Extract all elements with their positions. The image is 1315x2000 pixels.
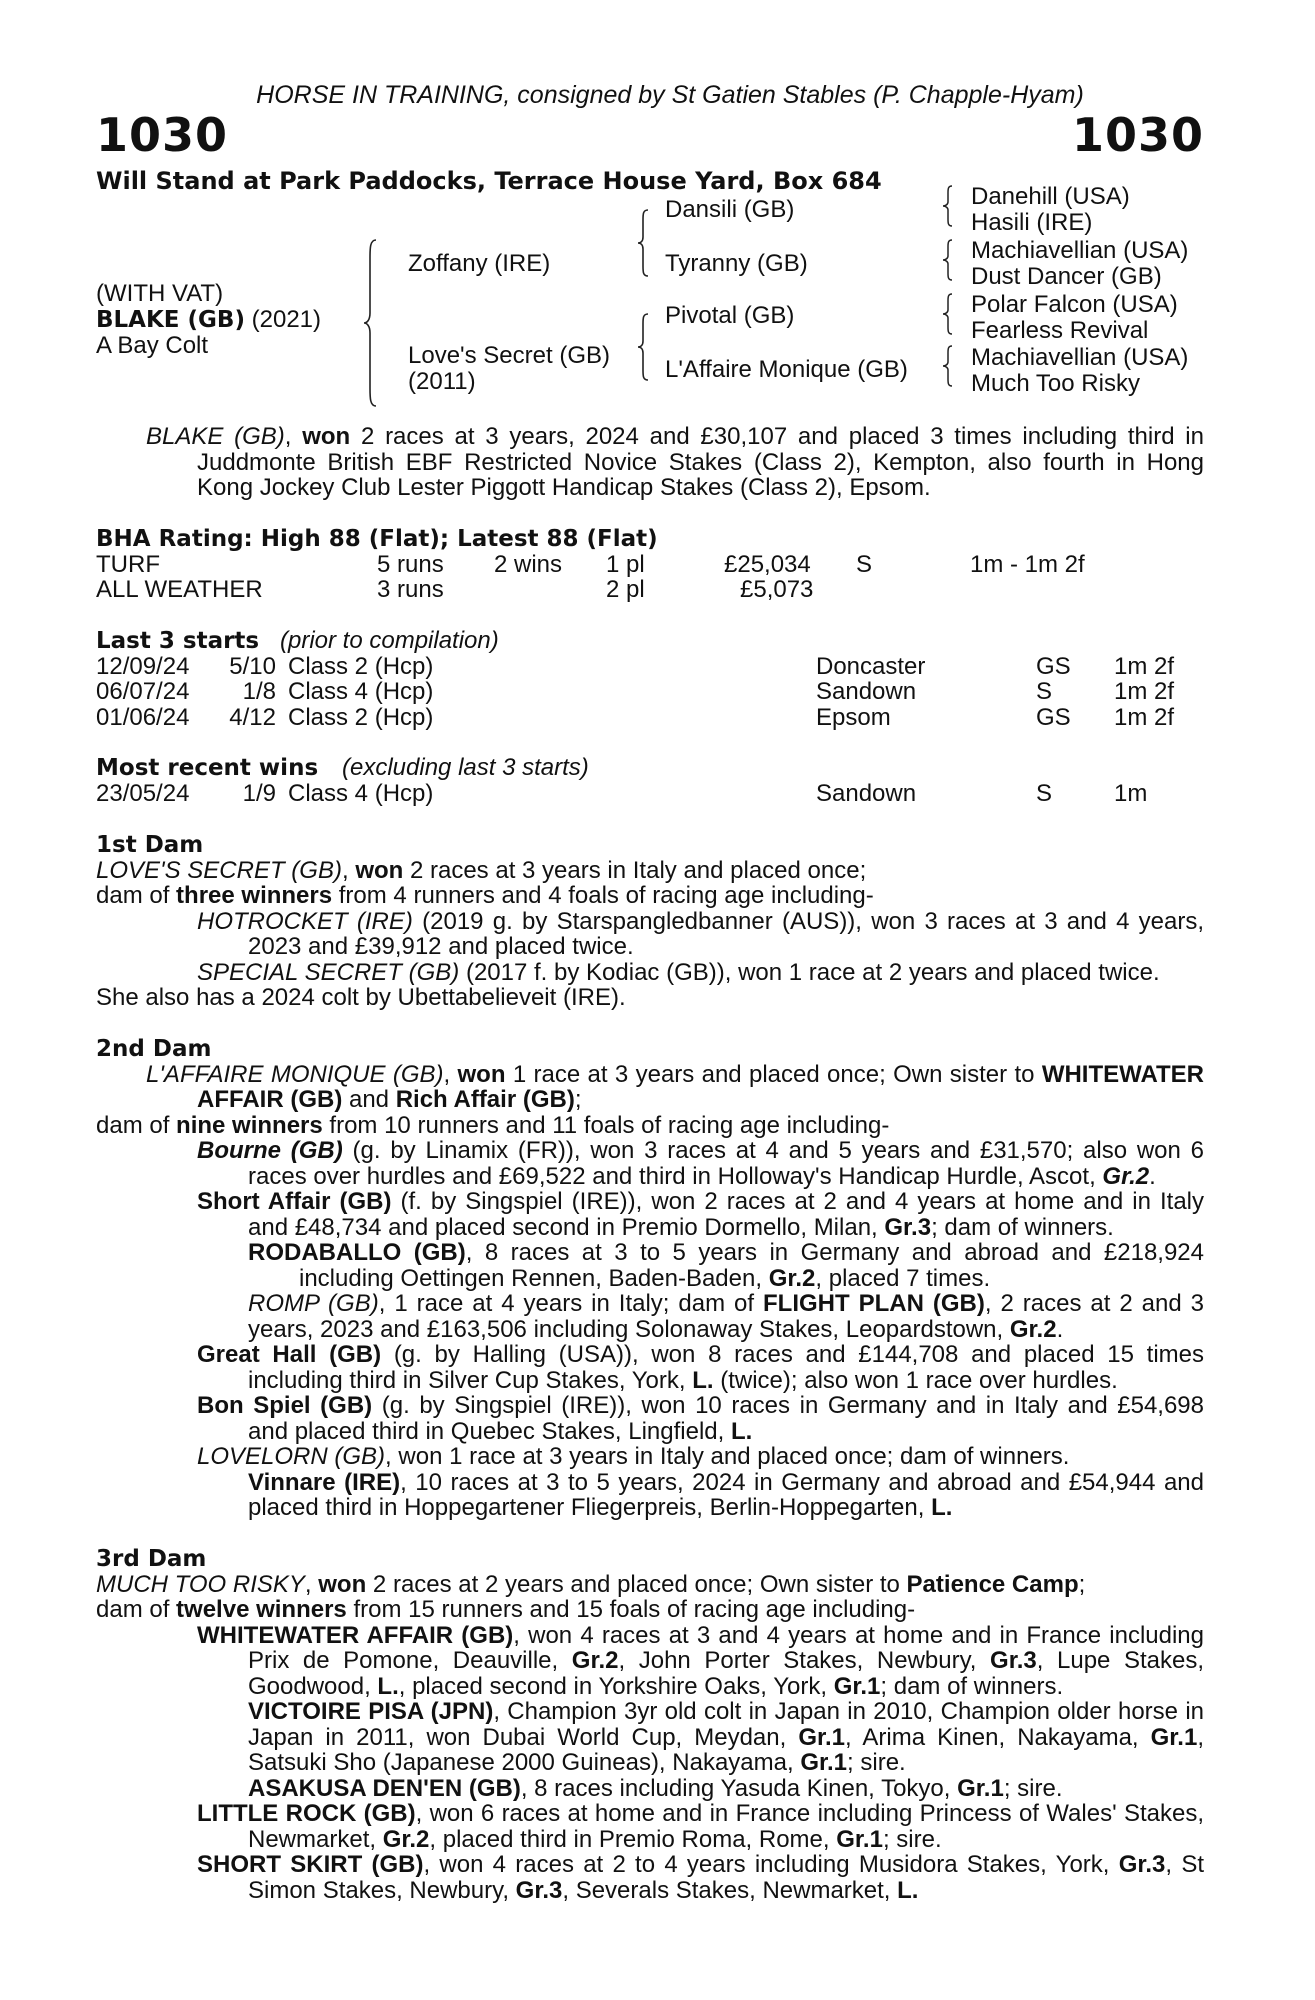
brace-g3-4 (942, 344, 956, 388)
text: , placed third in Premio Roma, Rome, (429, 1825, 837, 1853)
text: 2 races at 2 years and placed once; Own sister to (366, 1570, 907, 1598)
dam2-winners: nine winners (176, 1111, 323, 1139)
start-going: GS (1036, 703, 1071, 731)
grade: L. (730, 1417, 753, 1445)
dam1-progeny-2 (96, 960, 1204, 986)
dam1-record: 2 races at 3 years in Italy and placed once; (403, 856, 867, 884)
grade: Gr.1 (1150, 1723, 1198, 1751)
start-row (96, 705, 1204, 731)
grade: Gr.3 (884, 1213, 932, 1241)
sire: Zoffany (IRE) (408, 250, 551, 277)
start-going: GS (1036, 652, 1071, 680)
brace-g3-2 (942, 238, 956, 282)
text: , placed 7 times. (815, 1264, 991, 1292)
recent-wins-heading (96, 755, 1204, 781)
dam2-name: L'AFFAIRE MONIQUE (GB) (146, 1060, 444, 1088)
aw-prize: £5,073 (740, 576, 814, 603)
text: dam of (96, 1111, 177, 1139)
text: ; sire. (882, 1825, 942, 1853)
horse-line (96, 306, 321, 334)
text: . (1056, 1315, 1064, 1343)
grade: Gr.1 (833, 1672, 881, 1700)
text: , John Porter Stakes, Newbury, (618, 1647, 991, 1674)
stand-location: Will Stand at Park Paddocks, Terrace House Yard, Box 684 (96, 167, 882, 195)
text: from 15 runners and 15 foals of racing age including- (346, 1596, 916, 1623)
progeny-name: FLIGHT PLAN (GB) (763, 1290, 985, 1317)
sibling-name: Patience Camp (906, 1570, 1079, 1598)
text: , 10 races at 3 to 5 years, 2024 in Germany and abroad and £54,944 and placed third in Hoppegartener Fliegerpreis, Berlin-Hoppegarten, (248, 1468, 1205, 1521)
grade: L. (692, 1366, 714, 1394)
grade: Gr.2 (571, 1647, 619, 1674)
start-class: Class 4 (Hcp) (288, 678, 434, 705)
last-starts-heading (96, 628, 1204, 654)
rating-title: BHA Rating: High 88 (Flat); Latest 88 (Flat) (96, 525, 658, 552)
text: dam of (96, 882, 177, 909)
rating-row-turf (96, 552, 1204, 578)
text: 1 race at 3 years and placed once; Own sister to (505, 1060, 1042, 1088)
dam3-short-skirt (96, 1852, 1204, 1903)
text: ; (1078, 1570, 1086, 1598)
dam3-title: 3rd Dam (96, 1545, 207, 1572)
gen3-7: Much Too Risky (971, 370, 1140, 397)
dam3-victoire-pisa (96, 1699, 1204, 1776)
last-starts-title: Last 3 starts (96, 627, 260, 654)
progeny-name: RODABALLO (GB) (248, 1239, 466, 1266)
start-dist: 1m 2f (1114, 678, 1175, 705)
start-date: 12/09/24 (96, 652, 190, 680)
grade: Gr.1 (800, 1749, 848, 1776)
progeny-name: LOVELORN (GB) (197, 1443, 386, 1470)
text: (2017 f. by Kodiac (GB)), won 1 race at 2 years and placed twice. (459, 958, 1160, 986)
dam2-short-affair (96, 1189, 1204, 1240)
progeny-name: LITTLE ROCK (GB) (197, 1800, 416, 1827)
text: , won 1 race at 3 years in Italy and placed once; dam of winners. (385, 1443, 1070, 1470)
start-row (96, 654, 1204, 680)
grade: Gr.2 (768, 1264, 816, 1292)
dam1-line1: LOVE'S SECRET (GB), won 2 races at 3 years in Italy and placed once; (96, 856, 867, 884)
start-course: Doncaster (816, 652, 926, 680)
turf-prize: £25,034 (724, 550, 811, 578)
brace-dam (638, 312, 652, 382)
text: ; dam of winners. (931, 1213, 1114, 1241)
text: from 4 runners and 4 foals of racing age including- (332, 882, 874, 909)
text: , 2 races at 2 and 3 years, 2023 and £163,506 including Solonaway Stakes, Leopardstown, (248, 1290, 1204, 1343)
brace-gen1 (364, 238, 384, 408)
gen3-2: Machiavellian (USA) (971, 237, 1189, 264)
catalogue-page (96, 80, 1204, 1903)
dam2-vinnare (96, 1470, 1204, 1521)
dam3-asakusa (96, 1776, 1204, 1802)
dam3-line2 (96, 1597, 1204, 1623)
gen3-5: Fearless Revival (971, 317, 1149, 344)
sire-dam: Tyranny (GB) (665, 250, 808, 277)
sibling-name: Rich Affair (GB) (395, 1086, 575, 1113)
summary-text: 2 races at 3 years, 2024 and £30,107 and placed 3 times including third in Juddmonte British EBF Restricted Novice Stakes (Class 2), Kempton, also fourth in Hong Kong Jockey Club Lester Piggott Handicap Stakes (Class 2), Epsom. (197, 423, 1204, 501)
text: , Severals Stakes, Newmarket, (562, 1876, 898, 1904)
dam1-name: LOVE'S SECRET (GB) (96, 856, 342, 884)
dam1-won: won (355, 856, 404, 884)
grade: Gr.3 (1118, 1851, 1166, 1878)
dam2-romp (96, 1291, 1204, 1342)
gen3-0: Danehill (USA) (971, 183, 1130, 210)
start-dist: 1m 2f (1114, 652, 1175, 680)
win-class: Class 4 (Hcp) (288, 780, 434, 807)
start-pos: 1/8 (242, 678, 276, 705)
grade: Gr.2 (1009, 1315, 1057, 1343)
recent-wins-title: Most recent wins (96, 755, 319, 781)
dam1-note: She also has a 2024 colt by Ubettabelieveit (IRE). (96, 984, 626, 1011)
text: , Lupe Stakes, Goodwood, (248, 1647, 1204, 1700)
text: (g. by Linamix (FR)), won 3 races at 4 and 5 years and £31,570; also won 6 races over hurdles and £69,522 and third in Holloway's Handicap Hurdle, Ascot, (248, 1137, 1204, 1190)
last-starts-list (96, 654, 1204, 731)
win-dist: 1m (1114, 780, 1148, 807)
turf-pl: 1 pl (606, 550, 645, 578)
text: (f. by Singspiel (IRE)), won 2 races at 2 and 4 years at home and in Italy and £48,734 and placed second in Premio Dormello, Milan, (248, 1188, 1204, 1241)
dam3-line1: MUCH TOO RISKY, won 2 races at 2 years and placed once; Own sister to Patience Camp; (96, 1570, 1086, 1598)
turf-going: S (856, 550, 873, 578)
gen3-6: Machiavellian (USA) (971, 344, 1189, 371)
text: ; (574, 1086, 582, 1113)
start-course: Epsom (816, 703, 891, 731)
dam2-great-hall (96, 1342, 1204, 1393)
dam1-line2 (96, 883, 1204, 909)
horse-name: BLAKE (GB) (96, 307, 245, 333)
grade: Gr.1 (836, 1825, 883, 1853)
text: , won 4 races at 3 and 4 years at home and in France including Prix de Pomone, Deauville, (248, 1621, 1204, 1674)
progeny-name: ASAKUSA DEN'EN (GB) (248, 1774, 521, 1802)
horse-summary: BLAKE (GB), won 2 races at 3 years, 2024 and £30,107 and placed 3 times including third in Juddmonte British EBF Restricted Novice Stakes (Class 2), Kempton, also fourth in Hong Kong Jockey Club Lester Piggott Handicap Stakes (Class 2), Epsom. (146, 423, 1204, 501)
grade: Gr.3 (990, 1647, 1037, 1674)
start-row (96, 679, 1204, 705)
text: , placed second in Yorkshire Oaks, York, (398, 1672, 834, 1700)
turf-runs: 5 runs (377, 550, 444, 578)
text: (g. by Halling (USA)), won 8 races and £144,708 and placed 15 times including third in Silver Cup Stakes, York, (248, 1341, 1204, 1394)
grade: L. (897, 1876, 919, 1904)
vat-note: (WITH VAT) (96, 280, 224, 307)
grade: Gr.3 (515, 1876, 563, 1904)
dam3-won: won (318, 1570, 367, 1598)
dam2-lovelorn (96, 1444, 1204, 1470)
lot-number-row (96, 110, 1204, 162)
progeny-name: Bourne (GB) (197, 1137, 343, 1164)
text: ; sire. (847, 1749, 906, 1776)
text: , won 4 races at 2 to 4 years including Musidora Stakes, York, (423, 1851, 1119, 1878)
text: , Champion 3yr old colt in Japan in 2010, Champion older horse in Japan in 2011, won Dubai World Cup, Meydan, (248, 1698, 1204, 1751)
text: , Arima Kinen, Nakayama, (845, 1723, 1151, 1751)
dam2-line1: L'AFFAIRE MONIQUE (GB), won 1 race at 3 years and placed once; Own sister to WHITEWATER AFFAIR (GB) and Rich Affair (GB); (146, 1060, 1205, 1113)
text: , Satsuki Sho (Japanese 2000 Guineas), Nakayama, (248, 1723, 1204, 1776)
progeny-name: HOTROCKET (IRE) (197, 907, 413, 935)
text: ; sire. (1003, 1774, 1063, 1802)
aw-surface: ALL WEATHER (96, 576, 263, 603)
grade: Gr.1 (798, 1723, 846, 1751)
dam1-title: 1st Dam (96, 831, 204, 858)
recent-wins-note: (excluding last 3 starts) (342, 754, 589, 781)
grade: Gr.2 (382, 1825, 430, 1853)
progeny-name: Short Affair (GB) (197, 1188, 392, 1215)
summary-won: won (302, 423, 351, 450)
win-row (96, 781, 1204, 807)
start-date: 01/06/24 (96, 703, 190, 731)
text: . (1149, 1162, 1156, 1190)
text: (2019 g. by Starspangledbanner (AUS)), won 3 races at 3 and 4 years, 2023 and £39,912 and placed twice. (248, 907, 1205, 960)
grade: Gr.2 (1102, 1162, 1150, 1190)
grade: L. (377, 1672, 399, 1700)
start-date: 06/07/24 (96, 678, 190, 705)
turf-dist: 1m - 1m 2f (970, 550, 1085, 578)
grade: Gr.1 (957, 1774, 1004, 1802)
consignment-line: HORSE IN TRAINING, consigned by St Gatien Stables (P. Chapple-Hyam) (256, 81, 1084, 109)
last-starts-note: (prior to compilation) (280, 626, 499, 654)
dam3-little-rock (96, 1801, 1204, 1852)
text: from 10 runners and 11 foals of racing age including- (322, 1111, 890, 1139)
text: , won 6 races at home and in France including Princess of Wales' Stakes, Newmarket, (248, 1800, 1204, 1853)
gen3-4: Polar Falcon (USA) (971, 291, 1178, 318)
lot-number-right: 1030 (1071, 108, 1204, 162)
sire-sire: Dansili (GB) (665, 196, 795, 223)
progeny-name: Bon Spiel (GB) (197, 1392, 373, 1419)
summary-name: BLAKE (GB) (146, 423, 285, 450)
dam1-winners: three winners (176, 882, 333, 909)
rating-row-aw (96, 577, 1204, 603)
horse-desc: A Bay Colt (96, 332, 209, 359)
text: dam of (96, 1596, 177, 1623)
dam-sire: Pivotal (GB) (665, 302, 795, 329)
dam-year: (2011) (408, 368, 476, 395)
win-date: 23/05/24 (96, 780, 190, 807)
dam2-won: won (457, 1060, 506, 1088)
text: , 8 races including Yasuda Kinen, Tokyo, (520, 1774, 958, 1802)
gen3-1: Hasili (IRE) (971, 209, 1093, 236)
progeny-name: Vinnare (IRE) (248, 1468, 401, 1496)
text: and (342, 1086, 396, 1113)
dam1-progeny-1 (96, 909, 1204, 960)
dam2-line2 (96, 1113, 1204, 1139)
text: (twice); also won 1 race over hurdles. (713, 1366, 1118, 1394)
text: ; dam of winners. (880, 1672, 1064, 1700)
win-going: S (1036, 780, 1053, 807)
text: (g. by Singspiel (IRE)), won 10 races in Germany and in Italy and £54,698 and placed third in Quebec Stakes, Lingfield, (248, 1392, 1204, 1445)
dam-dam: L'Affaire Monique (GB) (665, 356, 908, 383)
start-pos: 4/12 (229, 703, 276, 731)
sibling-name: WHITEWATER AFFAIR (GB) (197, 1060, 1205, 1113)
turf-wins: 2 wins (494, 550, 563, 578)
dam3-winners: twelve winners (176, 1596, 347, 1623)
text: , 8 races at 3 to 5 years in Germany and abroad and £218,924 including Oettingen Rennen, Baden-Baden, (299, 1239, 1204, 1292)
gen3-3: Dust Dancer (GB) (971, 263, 1162, 290)
dam2-title: 2nd Dam (96, 1035, 212, 1062)
text: , St Simon Stakes, Newbury, (248, 1851, 1204, 1904)
brace-g3-1 (942, 184, 956, 228)
start-class: Class 2 (Hcp) (288, 703, 434, 731)
lot-number-left: 1030 (96, 108, 229, 162)
aw-runs: 3 runs (377, 576, 444, 603)
turf-surface: TURF (96, 550, 160, 578)
dam2-rodaballo (147, 1240, 1204, 1291)
progeny-name: SPECIAL SECRET (GB) (197, 958, 460, 986)
start-dist: 1m 2f (1114, 703, 1175, 731)
progeny-name: ROMP (GB) (248, 1290, 379, 1317)
horse-year: (2021) (251, 306, 322, 333)
text: , 1 race at 4 years in Italy; dam of (378, 1290, 763, 1317)
dam3-whitewater (96, 1623, 1204, 1700)
grade: L. (931, 1494, 953, 1521)
progeny-name: Great Hall (GB) (197, 1341, 382, 1368)
brace-sire (638, 208, 652, 278)
win-course: Sandown (816, 780, 917, 807)
brace-g3-3 (942, 292, 956, 336)
dam: Love's Secret (GB) (408, 342, 610, 369)
aw-pl: 2 pl (606, 576, 645, 603)
start-class: Class 2 (Hcp) (288, 652, 434, 680)
progeny-name: WHITEWATER AFFAIR (GB) (197, 1621, 514, 1649)
dam3-name: MUCH TOO RISKY (96, 1570, 305, 1598)
pedigree-table (96, 183, 1204, 424)
progeny-name: VICTOIRE PISA (JPN) (248, 1698, 494, 1725)
start-pos: 5/10 (229, 652, 276, 680)
dam2-bon-spiel (96, 1393, 1204, 1444)
progeny-name: SHORT SKIRT (GB) (197, 1851, 424, 1878)
start-course: Sandown (816, 678, 917, 705)
dam2-bourne (96, 1138, 1204, 1189)
win-pos: 1/9 (242, 780, 276, 807)
start-going: S (1036, 678, 1053, 705)
